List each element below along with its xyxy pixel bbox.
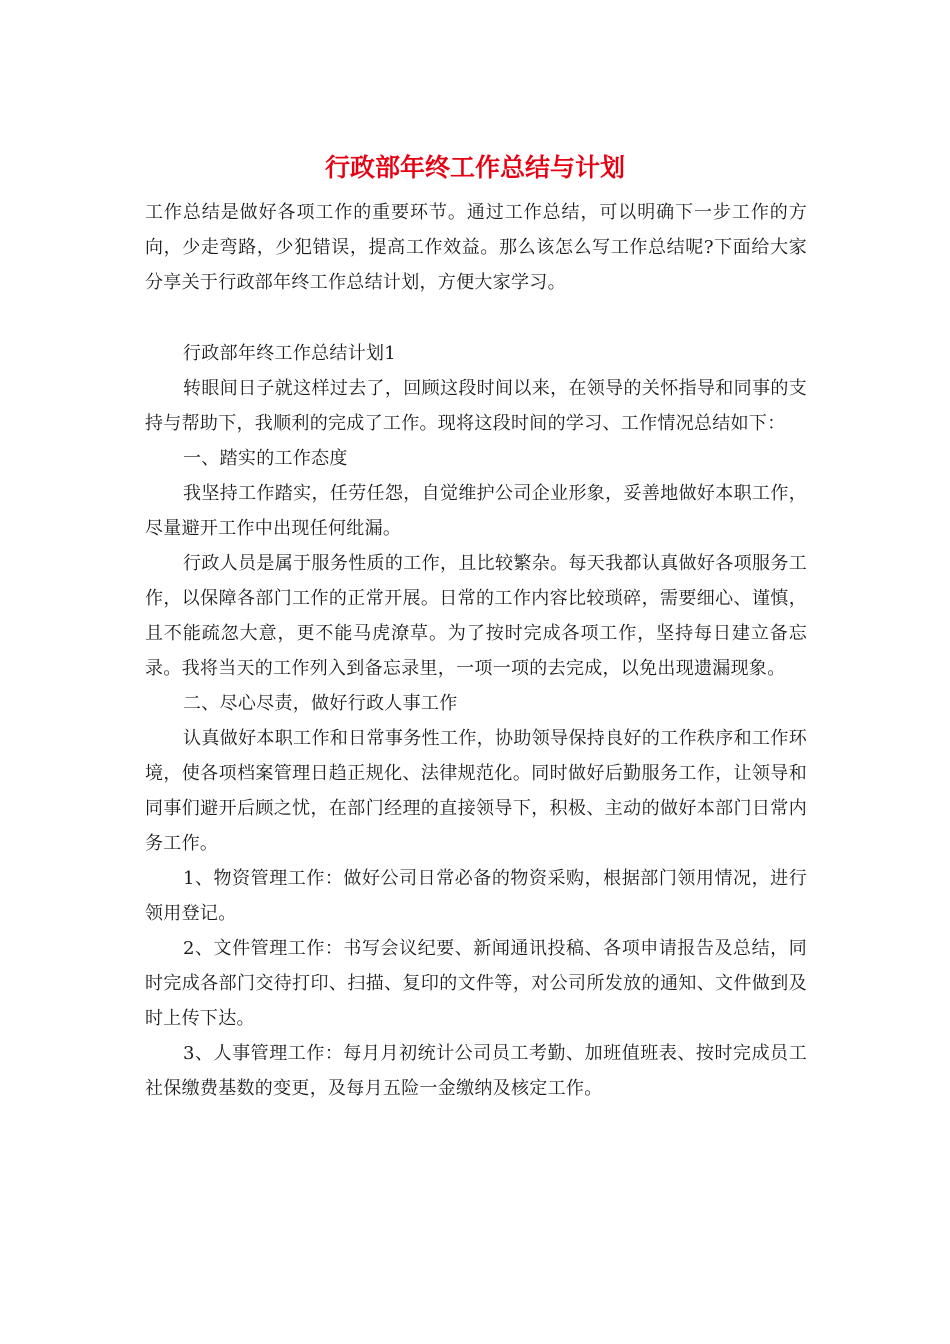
body-paragraph: 行政人员是属于服务性质的工作，且比较繁杂。每天我都认真做好各项服务工作，以保障各部门工作的正常开展。日常的工作内容比较琐碎，需要细心、谨慎，且不能疏忽大意，更不能马虎潦草。为了按时完成各项工作，坚持每日建立备忘录。我将当天的工作列入到备忘录里，一项一项的去完成，以免出现遗漏现象。 <box>145 553 807 679</box>
body-paragraph: 我坚持工作踏实，任劳任怨，自觉维护公司企业形象，妥善地做好本职工作，尽量避开工作中出现任何纰漏。 <box>145 483 807 539</box>
body-paragraph: 转眼间日子就这样过去了，回顾这段时间以来，在领导的关怀指导和同事的支持与帮助下，我顺利的完成了工作。现将这段时间的学习、工作情况总结如下： <box>145 378 807 434</box>
document-body <box>145 195 807 1106</box>
list-item: 3、人事管理工作：每月月初统计公司员工考勤、加班值班表、按时完成员工社保缴费基数的变更，及每月五险一金缴纳及核定工作。 <box>145 1043 807 1099</box>
section-heading: 一、踏实的工作态度 <box>183 448 348 469</box>
section-spacer <box>145 300 807 336</box>
list-item: 2、文件管理工作：书写会议纪要、新闻通讯投稿、各项申请报告及总结，同时完成各部门交待打印、扫描、复印的文件等，对公司所发放的通知、文件做到及时上传下达。 <box>145 938 807 1029</box>
document-title: 行政部年终工作总结与计划 <box>324 153 625 182</box>
section-heading: 二、尽心尽责，做好行政人事工作 <box>183 693 458 714</box>
list-item: 1、物资管理工作：做好公司日常必备的物资采购，根据部门领用情况，进行领用登记。 <box>145 868 807 924</box>
intro-paragraph: 工作总结是做好各项工作的重要环节。通过工作总结，可以明确下一步工作的方向，少走弯路，少犯错误，提高工作效益。那么该怎么写工作总结呢?下面给大家分享关于行政部年终工作总结计划，方便大家学习。 <box>145 202 807 293</box>
section-heading: 行政部年终工作总结计划1 <box>183 343 397 364</box>
body-paragraph: 认真做好本职工作和日常事务性工作，协助领导保持良好的工作秩序和工作环境，使各项档案管理日趋正规化、法律规范化。同时做好后勤服务工作，让领导和同事们避开后顾之忧，在部门经理的直接领导下，积极、主动的做好本部门日常内务工作。 <box>145 728 807 854</box>
